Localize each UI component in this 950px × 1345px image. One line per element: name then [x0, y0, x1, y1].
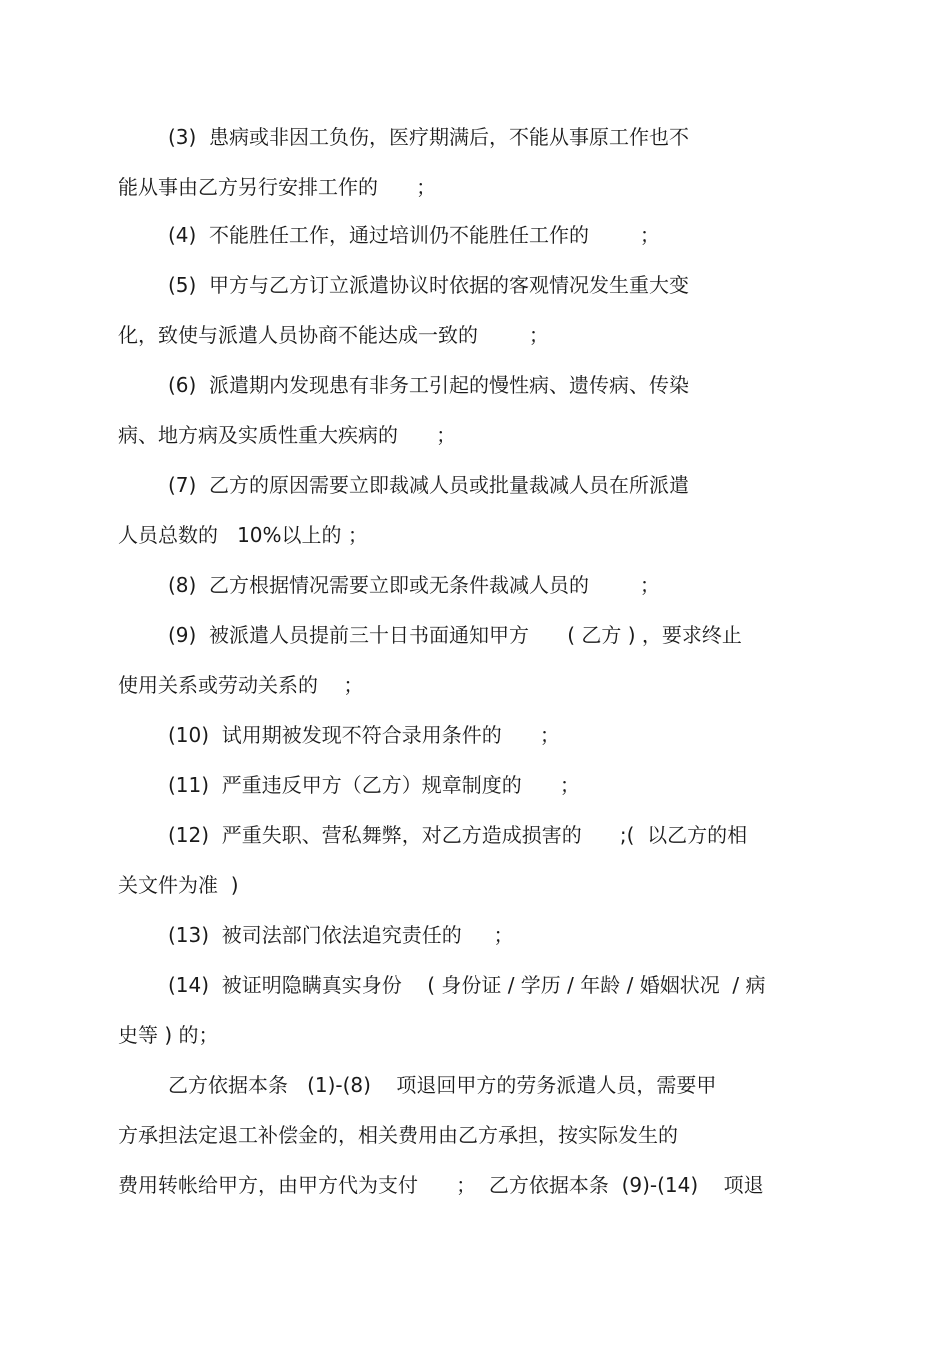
clause-11-line-1: (11) 严重违反甲方（乙方）规章制度的 ； [168, 773, 580, 797]
clause-7-line-2: 人员总数的 10%以上的 ； [118, 523, 368, 547]
paragraph-line-3: 费用转帐给甲方，由甲方代为支付 ； 乙方依据本条 (9)-(14) 项退 [118, 1173, 764, 1197]
clause-9-line-2: 使用关系或劳动关系的 ； [118, 673, 364, 697]
clause-10-line-1: (10) 试用期被发现不符合录用条件的 ； [168, 723, 560, 747]
clause-5-line-2: 化，致使与派遣人员协商不能达成一致的 ； [118, 323, 549, 347]
clause-9-line-1: (9) 被派遣人员提前三十日书面通知甲方 ( 乙方 ) ，要求终止 [168, 623, 742, 647]
clause-3-line-1: (3) 患病或非因工负伤，医疗期满后，不能从事原工作也不 [168, 125, 690, 149]
clause-8-line-1: (8) 乙方根据情况需要立即或无条件裁减人员的 ； [168, 573, 660, 597]
clause-5-line-1: (5) 甲方与乙方订立派遣协议时依据的客观情况发生重大变 [168, 273, 690, 297]
paragraph-line-1: 乙方依据本条 (1)-(8) 项退回甲方的劳务派遣人员，需要甲 [168, 1073, 717, 1097]
clause-13-line-1: (13) 被司法部门依法追究责任的 ； [168, 923, 514, 947]
clause-14-line-2: 史等 ) 的； [118, 1023, 219, 1047]
clause-4-line-1: (4) 不能胜任工作，通过培训仍不能胜任工作的 ； [168, 223, 660, 247]
clause-6-line-1: (6) 派遣期内发现患有非务工引起的慢性病、遗传病、传染 [168, 373, 690, 397]
clause-6-line-2: 病、地方病及实质性重大疾病的 ； [118, 423, 457, 447]
clause-7-line-1: (7) 乙方的原因需要立即裁减人员或批量裁减人员在所派遣 [168, 473, 690, 497]
clause-12-line-2: 关文件为准 ) [118, 873, 239, 897]
clause-14-line-1: (14) 被证明隐瞒真实身份 ( 身份证 / 学历 / 年龄 / 婚姻状况 / 病 [168, 973, 766, 997]
paragraph-line-2: 方承担法定退工补偿金的，相关费用由乙方承担，按实际发生的 [118, 1123, 678, 1147]
clause-12-line-1: (12) 严重失职、营私舞弊，对乙方造成损害的 ;( 以乙方的相 [168, 823, 748, 847]
clause-3-line-2: 能从事由乙方另行安排工作的 ； [118, 175, 437, 199]
